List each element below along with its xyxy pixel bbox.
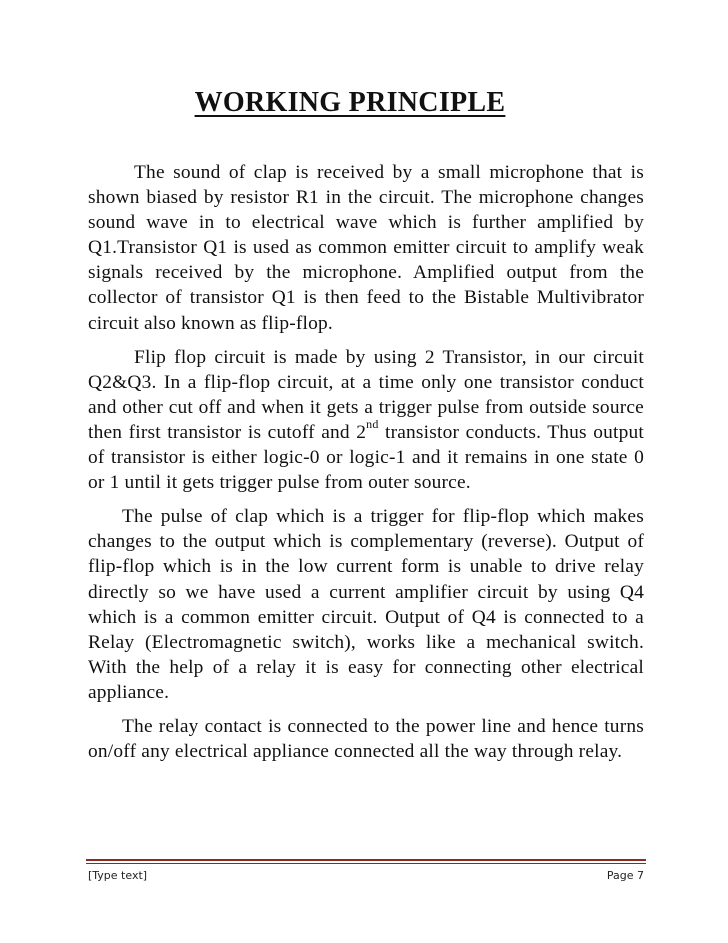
paragraph-2-text-after: transistor conducts. Thus output of transistor is either logic-0 or logic-1 and it remains in one state 0 or 1 until it gets trigger pulse from outer source. [88,421,644,494]
paragraph-3: The pulse of clap which is a trigger for flip-flop which makes changes to the output which is complementary (reverse). Output of flip-flop which is in the low current form is unable to drive relay directly so we have used a current amplifier circuit by using Q4 which is a common emitter circuit. Output of Q4 is connected to a Relay (Electromagnetic switch), works like a mechanical switch. With the help of a relay it is easy for connecting other electrical appliance. [88,506,644,703]
page-number: Page 7 [606,869,644,882]
paragraph-2-text-before: Flip flop circuit is made by using 2 Transistor, in our circuit Q2&Q3. In a flip-flop circuit, at a time only one transistor conduct and other cut off and when it gets a trigger pulse from outside source then first transistor is cutoff and 2 [88,346,644,443]
page-title-text: WORKING PRINCIPLE [194,87,506,118]
page-title [0,86,700,120]
footer-rule-thick [86,859,646,861]
paragraph-1: The sound of clap is received by a small microphone that is shown biased by resistor R1 in the circuit. The microphone changes sound wave in to electrical wave which is further amplified by Q1.Transistor Q1 is used as common emitter circuit to amplify weak signals received by the microphone. Amplified output from the collector of transistor Q1 is then feed to the Bistable Multivibrator circuit also known as flip-flop. [88,162,644,334]
ordinal-superscript: nd [366,417,379,432]
paragraph-2 [88,345,644,496]
paragraph-4: The relay contact is connected to the power line and hence turns on/off any electrical appliance connected all the way through relay. [88,715,644,763]
footer-placeholder-text: [Type text] [88,869,148,882]
footer-rule-thin [86,863,646,864]
document-body [88,160,644,773]
